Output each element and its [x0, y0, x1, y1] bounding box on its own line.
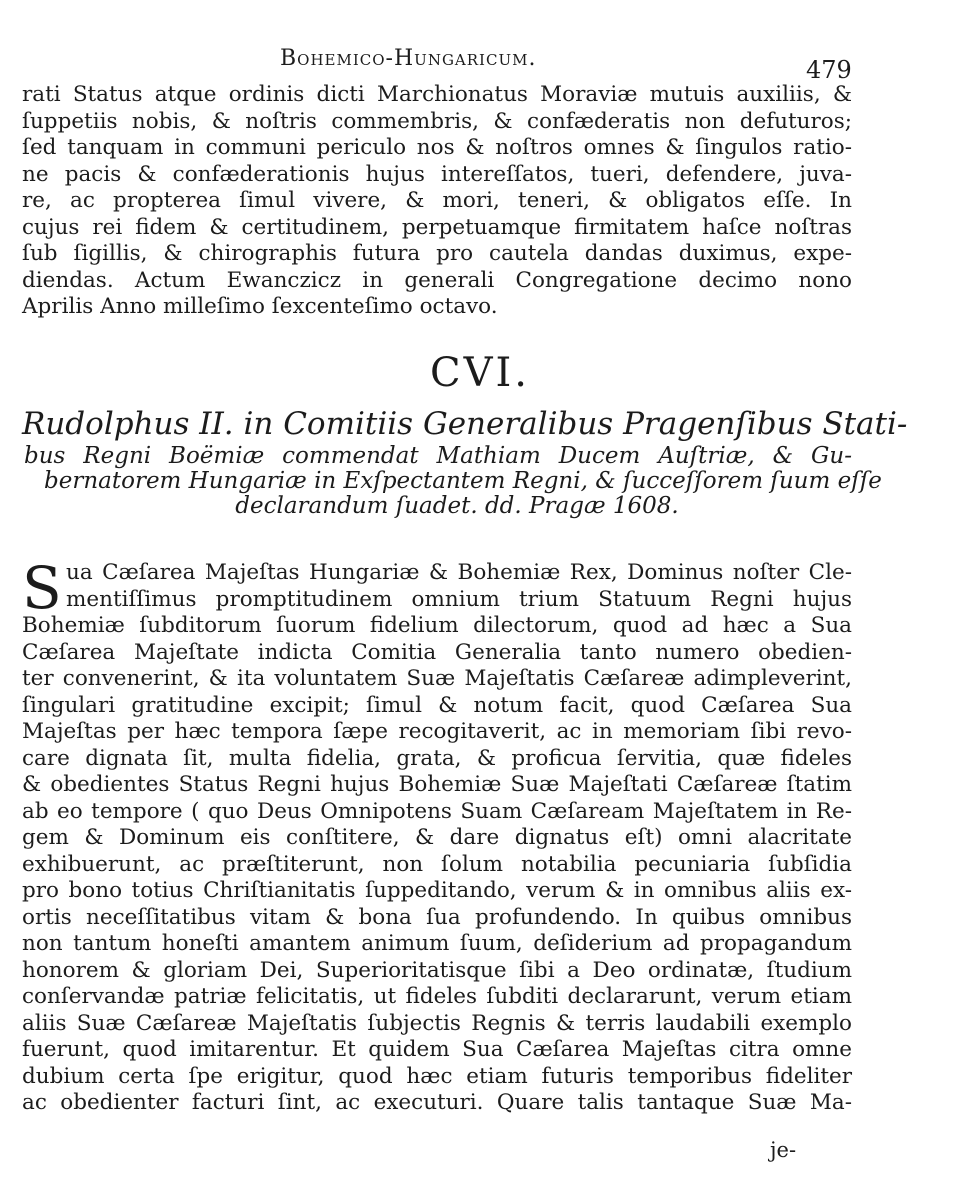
running-title: Bohemico-Hungaricum.	[280, 46, 537, 71]
catchword: je-	[770, 1138, 797, 1162]
section-number: CVI.	[429, 350, 530, 396]
text-line: diendas. Actum Ewanczicz in generali Congregatione decimo nono	[22, 267, 852, 293]
text-line: Bohemiæ ſubditorum ſuorum fidelium dilectorum, quod ad hæc a Sua	[22, 613, 852, 638]
drop-cap: S	[22, 554, 62, 622]
body-text	[22, 554, 852, 1117]
text-line: ſed tanquam in communi periculo nos & noſtros omnes & ſingulos ratio-	[22, 135, 852, 160]
text-line: gem & Dominum eis conſtitere, & dare dignatus eſt) omni alacritate	[22, 825, 852, 850]
heading-line: declarandum ſuadet. dd. Pragæ 1608.	[235, 493, 679, 519]
text-line: pro bono totius Chriſtianitatis ſuppeditando, verum & in omnibus aliis ex-	[22, 878, 852, 903]
section-heading	[22, 404, 908, 519]
text-line: ne pacis & confæderationis hujus intereſſatos, tueri, defendere, juva-	[22, 161, 852, 187]
heading-line: bernatorem Hungariæ in Exſpectantem Regni, & ſucceſſorem ſuum eſſe	[44, 468, 882, 494]
text-line: ſuppetiis nobis, & noſtris commembris, & confæderatis non defuturos;	[22, 108, 852, 134]
page-number: 479	[806, 56, 852, 84]
heading-line: bus Regni Boëmiæ commendat Mathiam Ducem Auſtriæ, & Gu-	[24, 443, 852, 469]
text-line: & obedientes Status Regni hujus Bohemiæ Suæ Majeſtati Cæſareæ ſtatim	[22, 772, 852, 797]
text-line: fuerunt, quod imitarentur. Et quidem Sua Cæſarea Majeſtas citra omne	[22, 1037, 852, 1062]
text-line: conſervandæ patriæ felicitatis, ut fideles ſubditi declararunt, verum etiam	[22, 984, 852, 1009]
text-line: care dignata ſit, multa fidelia, grata, & proficua ſervitia, quæ fideles	[22, 745, 852, 771]
text-line: Aprilis Anno milleſimo ſexcenteſimo octavo.	[22, 294, 498, 319]
text-line: dubium certa ſpe erigitur, quod hæc etiam futuris temporibus fideliter	[22, 1063, 852, 1089]
text-line: ſub ſigillis, & chirographis futura pro cautela dandas duximus, expe-	[22, 241, 852, 266]
text-line: ab eo tempore ( quo Deus Omnipotens Suam Cæſaream Majeſtatem in Re-	[22, 798, 852, 824]
text-line: rati Status atque ordinis dicti Marchionatus Moraviæ mutuis auxiliis, &	[22, 82, 852, 107]
text-line: ortis neceſſitatibus vitam & bona ſua profundendo. In quibus omnibus	[22, 904, 852, 930]
text-line: Cæſarea Majeſtate indicta Comitia Generalia tanto numero obedien-	[22, 639, 852, 665]
text-line: aliis Suæ Cæſareæ Majeſtatis ſubjectis Regnis & terris laudabili exemplo	[22, 1010, 852, 1036]
text-line: exhibuerunt, ac præſtiterunt, non ſolum notabilia pecuniaria ſubſidia	[22, 851, 852, 877]
text-line: honorem & gloriam Dei, Superioritatisque ſibi a Deo ordinatæ, ſtudium	[22, 957, 852, 983]
text-line: ac obedienter facturi ſint, ac executuri. Quare talis tantaque Suæ Ma-	[22, 1090, 852, 1115]
text-line: mentiſſimus promptitudinem omnium trium Statuum Regni hujus	[66, 586, 852, 612]
text-line: ter convenerint, & ita voluntatem Suæ Majeſtatis Cæſareæ adimpleverint,	[22, 666, 852, 691]
text-line: ſingulari gratitudine excipit; ſimul & notum facit, quod Cæſarea Sua	[22, 692, 852, 718]
text-line: cujus rei fidem & certitudinem, perpetuamque firmitatem haſce noſtras	[22, 214, 852, 240]
previous-document-ending	[22, 82, 852, 321]
text-line: re, ac propterea ſimul vivere, & mori, teneri, & obligatos eſſe. In	[22, 188, 852, 213]
heading-line: Rudolphus II. in Comitiis Generalibus Pragenſibus Stati-	[22, 406, 908, 442]
text-line: non tantum honeſti amantem animum ſuum, deſiderium ad propagandum	[22, 931, 852, 956]
text-line-content: ua Cæſarea Majeſtas Hungariæ & Bohemiæ Rex, Dominus noſter Cle-	[66, 560, 852, 585]
text-line: Majeſtas per hæc tempora ſæpe recogitaverit, ac in memoriam ſibi revo-	[22, 719, 852, 744]
